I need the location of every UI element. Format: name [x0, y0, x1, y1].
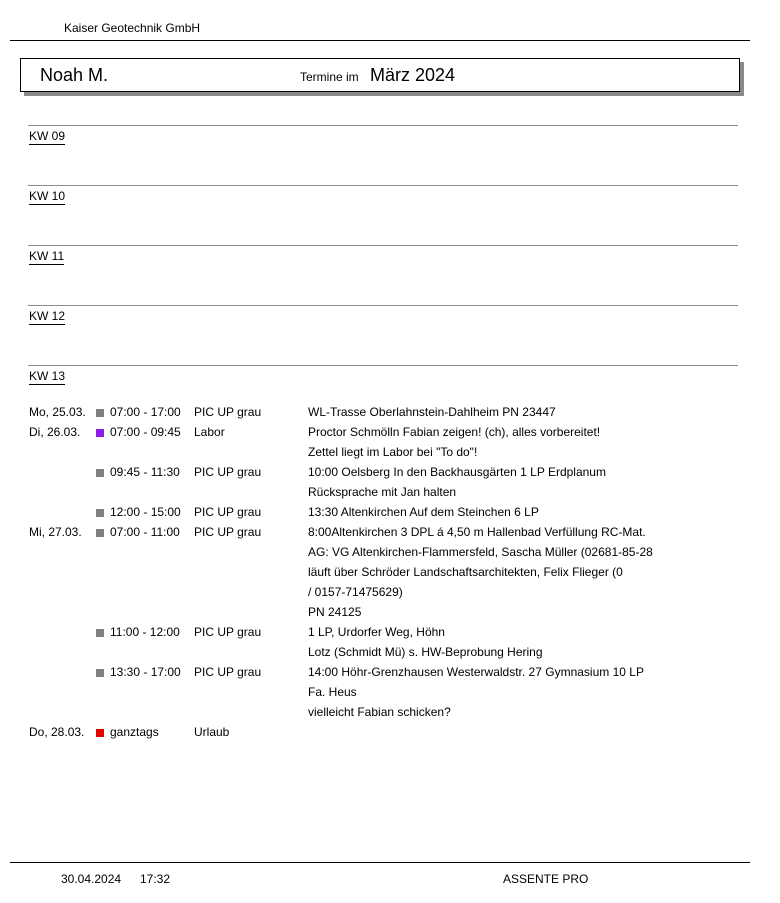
appointment-description-line: Proctor Schmölln Fabian zeigen! (ch), alles vorbereitet! — [308, 425, 601, 439]
category-color-marker — [96, 729, 104, 737]
week-separator — [28, 365, 738, 366]
day-label: Mo, 25.03. — [29, 405, 86, 419]
category-color-marker — [96, 429, 104, 437]
category-color-marker — [96, 629, 104, 637]
appointment-category: PIC UP grau — [194, 505, 262, 519]
header-divider — [10, 40, 750, 41]
category-color-marker — [96, 669, 104, 677]
appointment-description-line: / 0157-71475629) — [308, 585, 403, 599]
appointment-description-line: 10:00 Oelsberg In den Backhausgärten 1 LP Erdplanum — [308, 465, 606, 479]
appointment-time: 07:00 - 09:45 — [110, 425, 181, 439]
appointment-category: PIC UP grau — [194, 465, 262, 479]
appointment-description-line: PN 24125 — [308, 605, 362, 619]
footer-date: 30.04.2024 — [61, 872, 122, 886]
company-name: Kaiser Geotechnik GmbH — [64, 21, 201, 35]
appointment-time: 11:00 - 12:00 — [110, 625, 180, 639]
appointment-time: 09:45 - 11:30 — [110, 465, 180, 479]
person-name: Noah M. — [40, 65, 109, 85]
week-label: KW 09 — [29, 129, 66, 143]
week-separator — [28, 185, 738, 186]
appointment-description-line: WL-Trasse Oberlahnstein-Dahlheim PN 23447 — [308, 405, 556, 419]
appointment-category: PIC UP grau — [194, 625, 262, 639]
day-label: Do, 28.03. — [29, 725, 85, 739]
appointment-category: PIC UP grau — [194, 405, 262, 419]
appointment-time: 07:00 - 11:00 — [110, 525, 180, 539]
title-box — [20, 58, 740, 92]
week-label: KW 11 — [29, 249, 65, 263]
category-color-marker — [96, 509, 104, 517]
appointment-time: 12:00 - 15:00 — [110, 505, 181, 519]
termine-label: Termine im — [300, 70, 359, 84]
appointment-category: PIC UP grau — [194, 665, 262, 679]
appointment-description-line: Zettel liegt im Labor bei "To do"! — [308, 445, 478, 459]
appointment-time: ganztags — [110, 725, 159, 739]
appointment-time: 13:30 - 17:00 — [110, 665, 181, 679]
category-color-marker — [96, 529, 104, 537]
footer-time: 17:32 — [140, 872, 171, 886]
week-label: KW 10 — [29, 189, 66, 203]
category-color-marker — [96, 409, 104, 417]
appointment-description-line: AG: VG Altenkirchen-Flammersfeld, Sascha Müller (02681-85-28 — [308, 545, 653, 559]
appointment-category: Urlaub — [194, 725, 230, 739]
footer-product: ASSENTE PRO — [503, 872, 589, 886]
appointment-description-line: Lotz (Schmidt Mü) s. HW-Beprobung Hering — [308, 645, 543, 659]
appointment-description-line: Rücksprache mit Jan halten — [308, 485, 457, 499]
appointment-description-line: vielleicht Fabian schicken? — [308, 705, 451, 719]
appointment-description-line: 14:00 Höhr-Grenzhausen Westerwaldstr. 27 Gymnasium 10 LP — [308, 665, 644, 679]
week-label: KW 12 — [29, 309, 66, 323]
appointment-description-line: läuft über Schröder Landschaftsarchitekten, Felix Flieger (0 — [308, 565, 623, 579]
appointment-description-line: 8:00Altenkirchen 3 DPL á 4,50 m Hallenbad Verfüllung RC-Mat. — [308, 525, 646, 539]
week-separator — [28, 125, 738, 126]
week-label: KW 13 — [29, 369, 66, 383]
appointment-category: Labor — [194, 425, 225, 439]
footer-divider — [10, 862, 750, 863]
month-title: März 2024 — [370, 65, 456, 85]
category-color-marker — [96, 469, 104, 477]
appointment-description-line: 13:30 Altenkirchen Auf dem Steinchen 6 LP — [308, 505, 539, 519]
day-label: Di, 26.03. — [29, 425, 81, 439]
day-label: Mi, 27.03. — [29, 525, 82, 539]
week-separator — [28, 245, 738, 246]
week-separator — [28, 305, 738, 306]
appointment-description-line: Fa. Heus — [308, 685, 357, 699]
appointment-time: 07:00 - 17:00 — [110, 405, 181, 419]
appointment-description-line: 1 LP, Urdorfer Weg, Höhn — [308, 625, 445, 639]
appointment-category: PIC UP grau — [194, 525, 262, 539]
